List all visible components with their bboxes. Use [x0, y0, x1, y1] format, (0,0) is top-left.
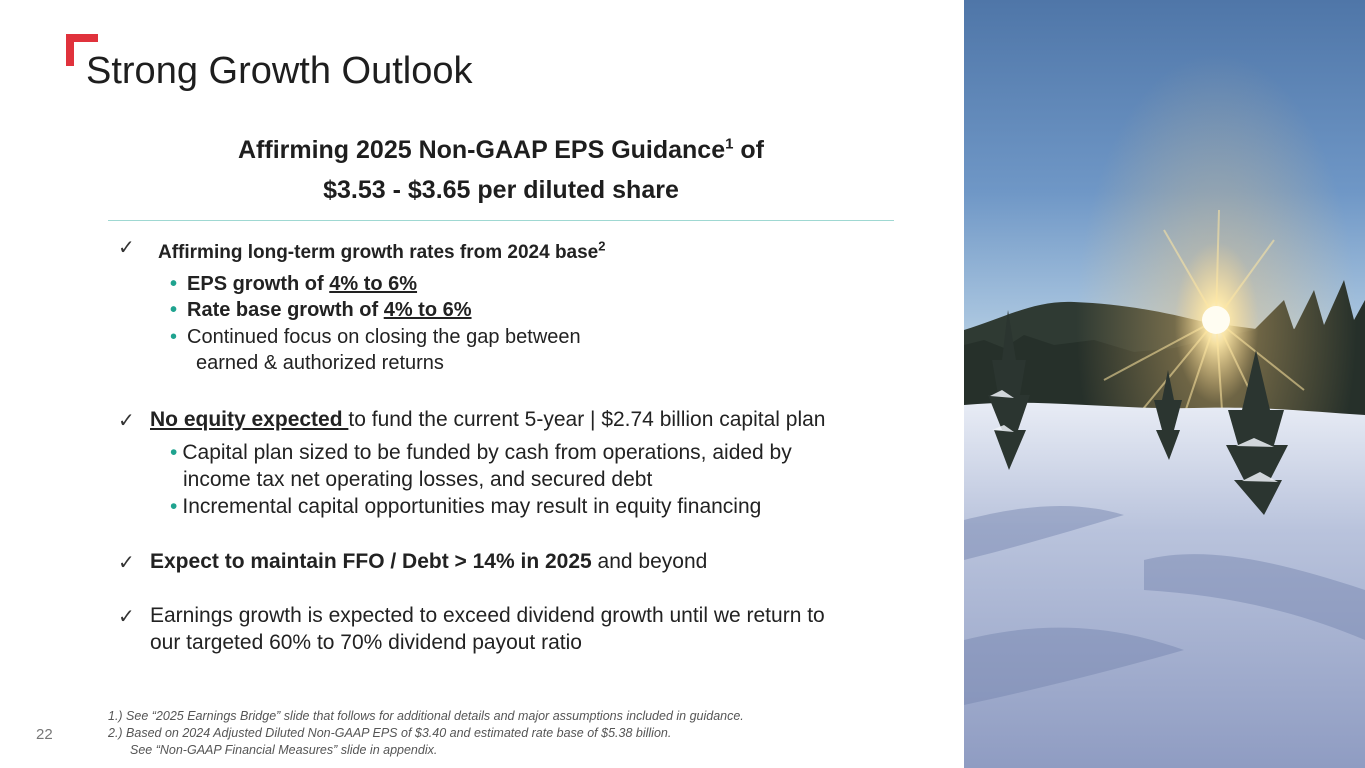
checkmark-icon: ✓ — [118, 606, 135, 628]
slide-title: Strong Growth Outlook — [86, 50, 473, 92]
guidance-range: $3.53 - $3.65 per diluted share — [323, 176, 679, 204]
footnote-ref-1: 1 — [725, 135, 734, 153]
bullet-rate-base-growth: • Rate base growth of 4% to 6% — [170, 299, 472, 321]
section-dividend-growth-cont: our targeted 60% to 70% dividend payout ratio — [150, 631, 582, 654]
bullet-equity-financing: • Incremental capital opportunities may result in equity financing — [170, 495, 762, 518]
section-ffo-debt: Expect to maintain FFO / Debt > 14% in 2025 and beyond — [150, 550, 708, 573]
footnote-1: 1.) See “2025 Earnings Bridge” slide that follows for additional details and major assumptions included in guidance. — [108, 709, 744, 723]
page-number: 22 — [36, 726, 53, 743]
guidance-headline: Affirming 2025 Non-GAAP EPS Guidance$^1$ of — [237, 135, 765, 164]
footnote-2: 2.) Based on 2024 Adjusted Diluted Non-GAAP EPS of $3.40 and estimated rate base of $5.38 billion. — [108, 726, 672, 740]
section-no-equity: No equity expected to fund the current 5-year | $2.74 billion capital plan — [150, 408, 826, 431]
bullet-eps-growth: • EPS growth of 4% to 6% — [170, 273, 418, 295]
bullet-capital-plan: • Capital plan sized to be funded by cash from operations, aided by — [170, 441, 792, 464]
footnote-2-cont: See “Non-GAAP Financial Measures” slide in appendix. — [130, 743, 438, 757]
bullet-capital-plan-cont: income tax net operating losses, and secured debt — [183, 468, 653, 491]
bullet-returns-gap-cont: earned & authorized returns — [196, 352, 444, 374]
divider-line — [108, 220, 894, 221]
checkmark-icon: ✓ — [118, 410, 135, 432]
bullet-returns-gap: • Continued focus on closing the gap between — [170, 326, 581, 348]
checkmark-icon: ✓ — [118, 552, 135, 574]
section-growth-heading: Affirming long-term growth rates from 2024 base$^2$ — [158, 238, 606, 263]
checkmark-icon: ✓ — [118, 237, 135, 259]
section-dividend-growth: Earnings growth is expected to exceed dividend growth until we return to — [150, 604, 825, 627]
snowy-forest-sunrise-photo — [964, 0, 1365, 768]
